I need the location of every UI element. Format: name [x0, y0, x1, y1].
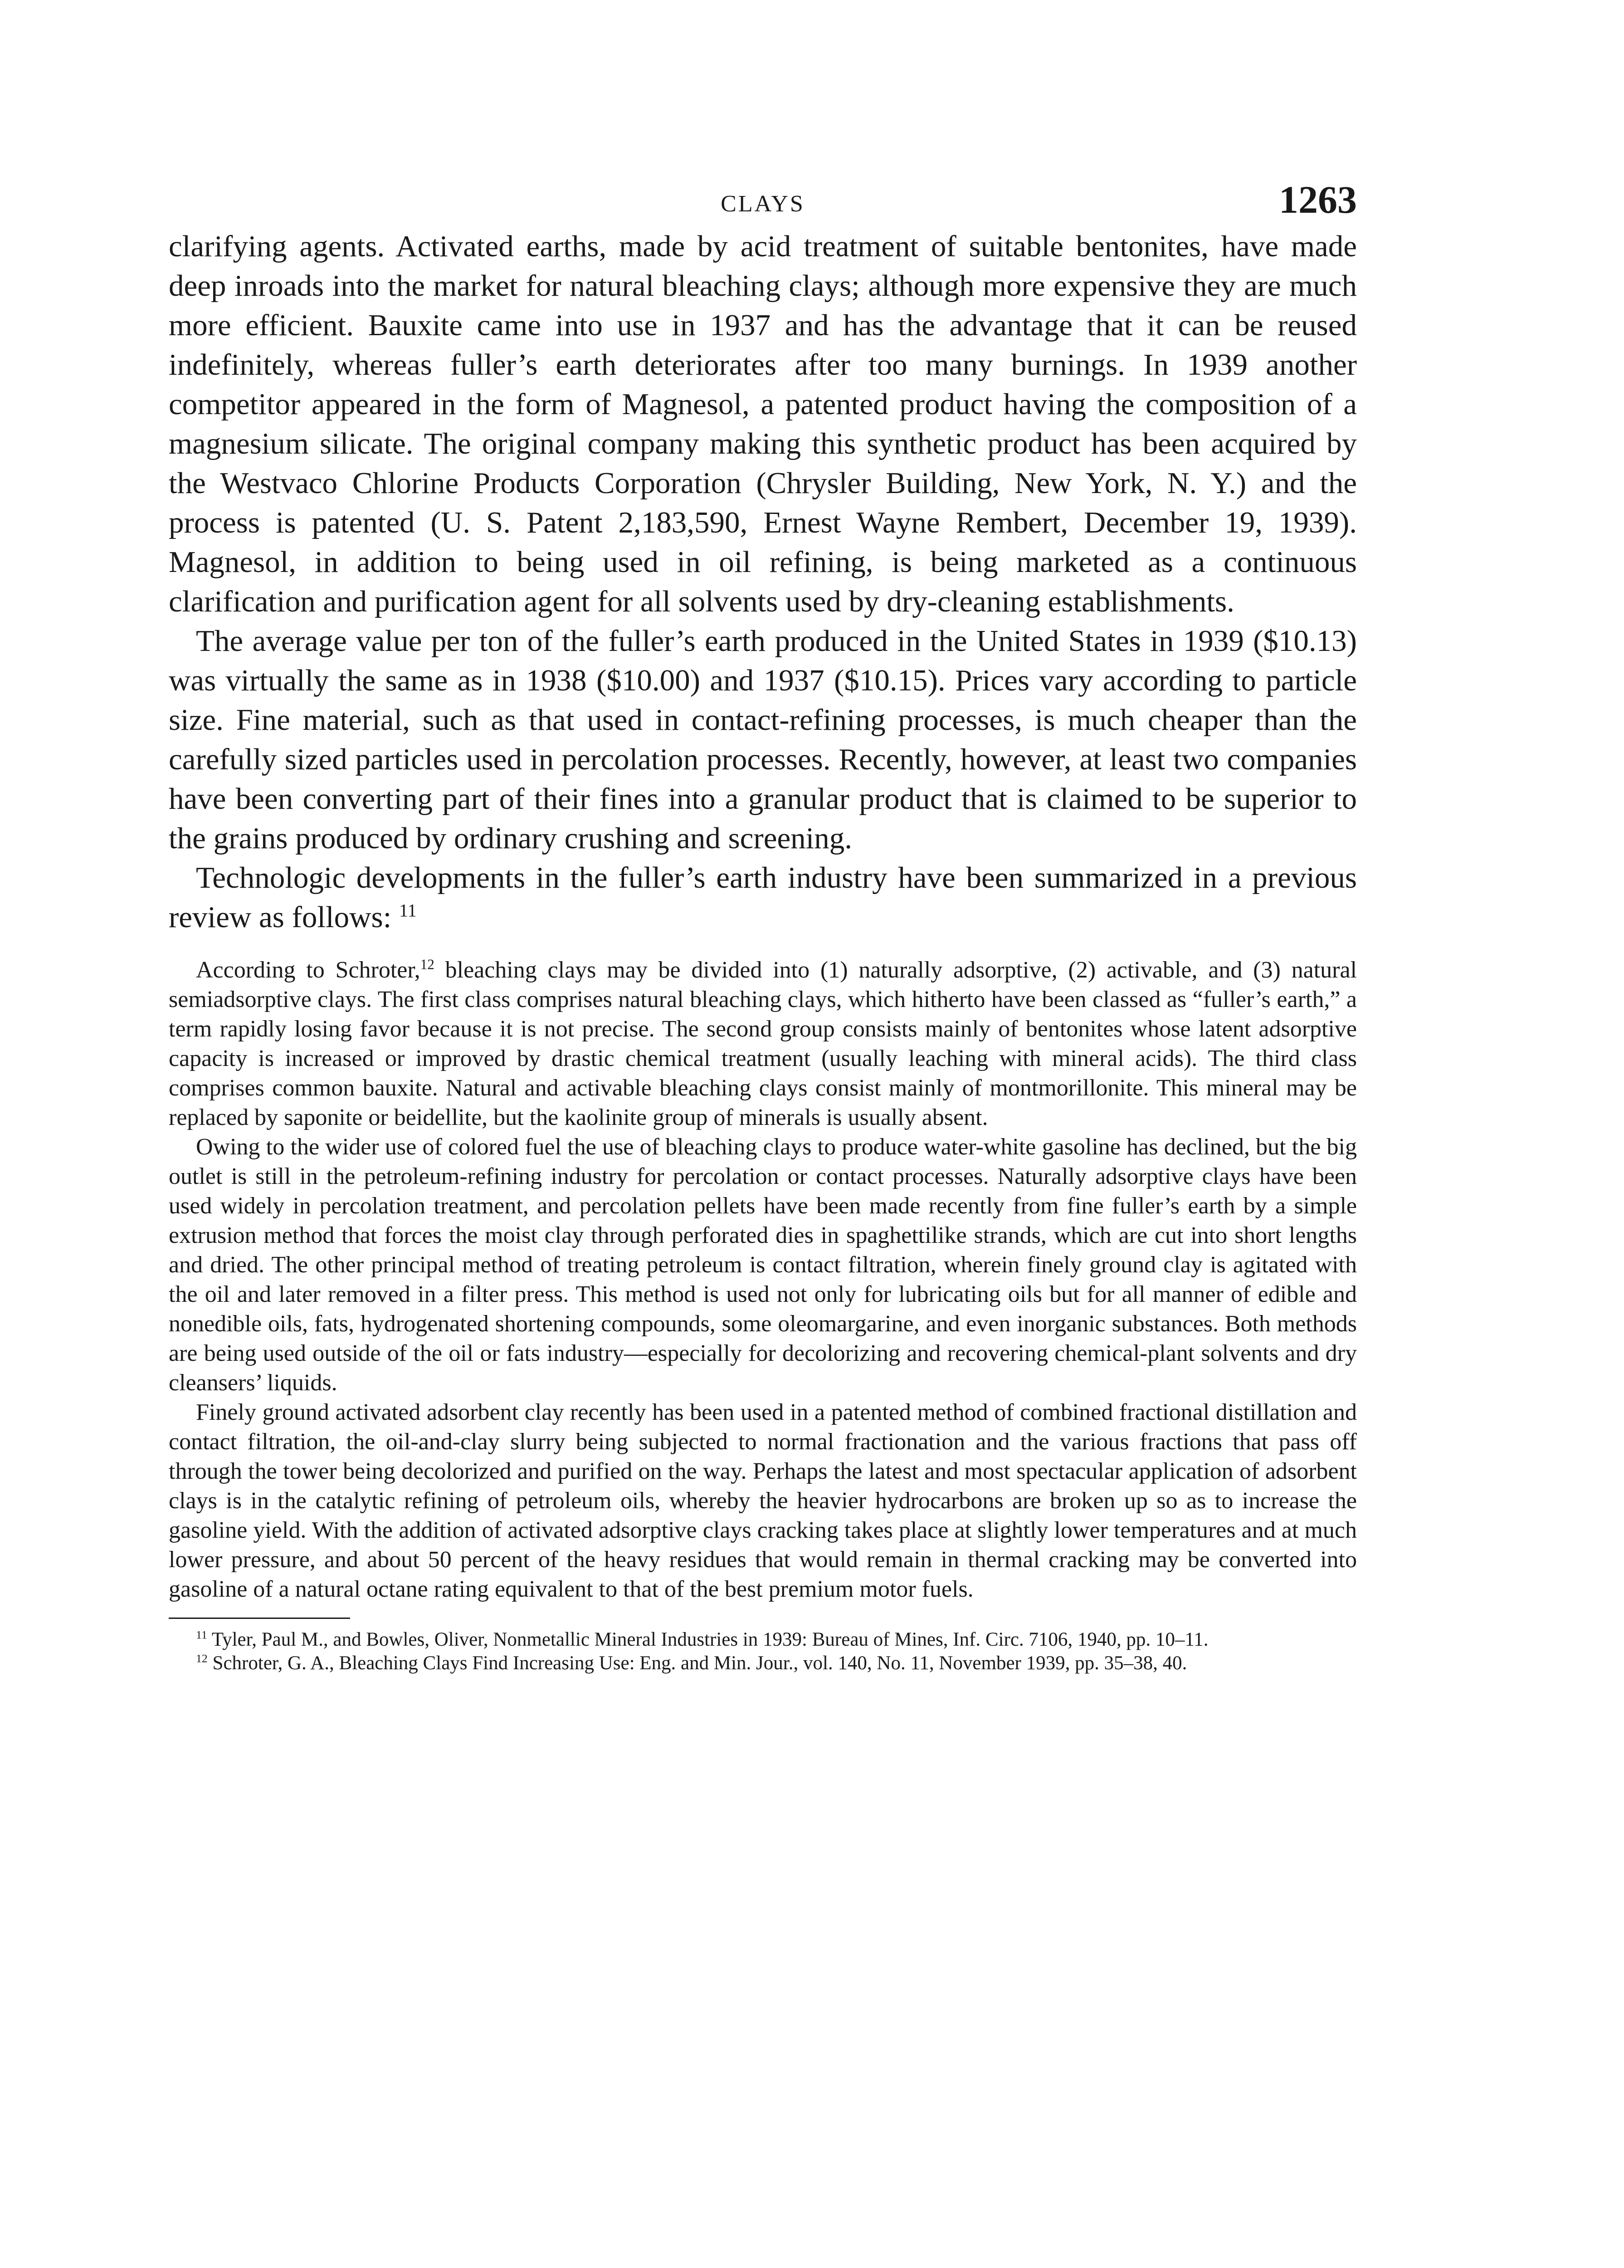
paragraph-text: Technologic developments in the fuller’s earth industry have been summarized in a previous review as follows: [169, 861, 1357, 934]
footnote-text: Schroter, G. A., Bleaching Clays Find Increasing Use: Eng. and Min. Jour., vol. 140, No. 11, November 1939, pp. 35–38, 40. [207, 1652, 1187, 1674]
document-page [169, 178, 1357, 1675]
footnote-divider [169, 1618, 350, 1619]
page-number: 1263 [1279, 178, 1357, 221]
quote-text: bleaching clays may be divided into (1) naturally adsorptive, (2) activable, and (3) natural semiadsorptive clays. The first class comprises natural bleaching clays, which hitherto have been classed as “fuller’s earth,” a term rapidly losing favor because it is not precise. The second group consists mainly of bentonites whose latent adsorptive capacity is increased or improved by drastic chemical treatment (usually leaching with mineral acids). The third class comprises common bauxite. Natural and activable bleaching clays consist mainly of montmorillonite. This mineral may be replaced by saponite or beidellite, but the kaolinite group of minerals is usually absent. [169, 957, 1357, 1130]
running-title: CLAYS [721, 191, 805, 217]
paragraph-continued: clarifying agents. Activated earths, made by acid treatment of suitable bentonites, have made deep inroads into the market for natural bleaching clays; although more expensive they are much more efficient. Bauxite came into use in 1937 and has the advantage that it can be reused indefinitely, whereas fuller’s earth deteriorates after too many burnings. In 1939 another competitor appeared in the form of Magnesol, a patented product having the composition of a magnesium silicate. The original company making this synthetic product has been acquired by the Westvaco Chlorine Products Corporation (Chrysler Building, New York, N. Y.) and the process is patented (U. S. Patent 2,183,590, Ernest Wayne Rembert, December 19, 1939). Magnesol, in addition to being used in oil refining, is being marketed as a continuous clarification and purification agent for all solvents used by dry-cleaning establishments. [169, 230, 1357, 618]
quote-paragraph-uses: Owing to the wider use of colored fuel the use of bleaching clays to produce water-white gasoline has declined, but the big outlet is still in the petroleum-refining industry for percolation or contact processes. Naturally adsorptive clays have been used widely in percolation treatment, and percolation pellets have been made recently from fine fuller’s earth by a simple extrusion method that forces the moist clay through perforated dies in spaghettilike strands, which are cut into short lengths and dried. The other principal method of treating petroleum is contact filtration, wherein finely ground clay is agitated with the oil and later removed in a filter press. This method is used not only for lubricating oils but for all manner of edible and nonedible oils, fats, hydrogenated shortening compounds, some oleomargarine, and even inorganic substances. Both methods are being used outside of the oil or fats industry—especially for decolorizing and recovering chemical-plant solvents and dry cleansers’ liquids. [169, 1134, 1357, 1396]
footnote-marker: 12 [196, 1652, 208, 1665]
footnote-reference: 12 [420, 956, 434, 973]
quote-text: According to Schroter, [196, 957, 420, 983]
quote-paragraph-classification [169, 955, 1357, 1132]
block-quote [169, 955, 1357, 1604]
footnote-marker: 11 [196, 1628, 207, 1642]
footnote-text: Tyler, Paul M., and Bowles, Oliver, Nonmetallic Mineral Industries in 1939: Bureau of Mines, Inf. Circ. 7106, 1940, pp. 10–11. [207, 1629, 1209, 1650]
paragraph-average-value: The average value per ton of the fuller’s earth produced in the United States in 1939 ($10.13) was virtually the same as in 1938 ($10.00) and 1937 ($10.15). Prices vary according to particle size. Fine material, such as that used in contact-refining processes, is much cheaper than the carefully sized particles used in percolation processes. Recently, however, at least two companies have been converting part of their fines into a granular product that is claimed to be superior to the grains produced by ordinary crushing and screening. [169, 624, 1357, 855]
footnote-12 [169, 1652, 1357, 1675]
footnote-reference: 11 [399, 900, 417, 921]
footnote-11 [169, 1628, 1357, 1652]
footnotes [169, 1628, 1357, 1675]
quote-paragraph-catalytic: Finely ground activated adsorbent clay recently has been used in a patented method of combined fractional distillation and contact filtration, the oil-and-clay slurry being subjected to normal fractionation and the various fractions that pass off through the tower being decolorized and purified on the way. Perhaps the latest and most spectacular application of adsorbent clays is in the catalytic refining of petroleum oils, whereby the heavier hydrocarbons are broken up so as to increase the gasoline yield. With the addition of activated adsorptive clays cracking takes place at slightly lower temperatures and at much lower pressure, and about 50 percent of the heavy residues that would remain in thermal cracking may be converted into gasoline of a natural octane rating equivalent to that of the best premium motor fuels. [169, 1399, 1357, 1602]
running-head [169, 178, 1357, 227]
paragraph-technologic-developments [169, 858, 1357, 937]
body-text [169, 227, 1357, 937]
